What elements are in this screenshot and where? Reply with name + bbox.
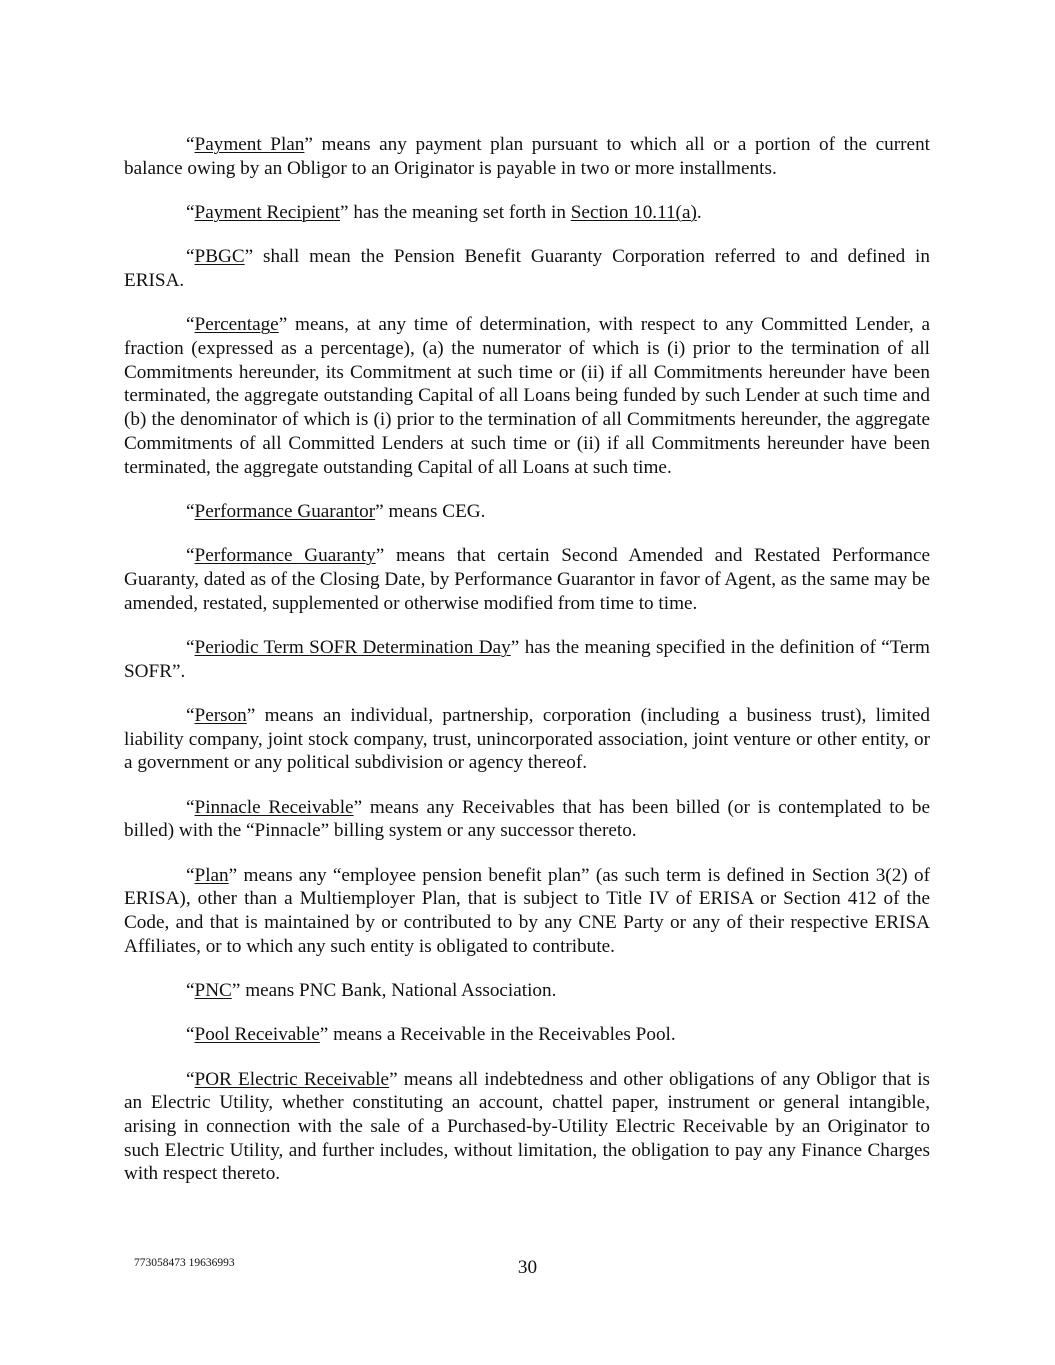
section-reference: Section 10.11(a) bbox=[570, 202, 697, 223]
definition-paragraph: “Pool Receivable” means a Receivable in the Receivables Pool. bbox=[186, 1024, 676, 1046]
defined-term: Performance Guarantor bbox=[194, 500, 376, 522]
defined-term: Pinnacle Receivable bbox=[194, 796, 354, 818]
definition-paragraph: “Person” means an individual, partnership, corporation (including a business trust), limited liability company, joint stock company, trust, unincorporated association, joint venture or other entity, or a government or any political subdivision or agency thereof. bbox=[124, 704, 930, 774]
defined-term: Payment Recipient bbox=[194, 202, 341, 223]
defined-term: Person bbox=[194, 704, 247, 726]
definition-paragraph: “Pinnacle Receivable” means any Receivables that has been billed (or is contemplated to be billed) with the “Pinnacle” billing system or any successor thereto. bbox=[124, 796, 930, 842]
defined-term: POR Electric Receivable bbox=[194, 1068, 390, 1090]
definition-paragraph: “PBGC” shall mean the Pension Benefit Guaranty Corporation referred to and defined in ERISA. bbox=[124, 246, 930, 291]
defined-term: Percentage bbox=[194, 314, 279, 336]
defined-term: Periodic Term SOFR Determination Day bbox=[194, 636, 511, 658]
page-number: 30 bbox=[517, 1257, 538, 1278]
defined-term: PNC bbox=[194, 979, 232, 1001]
definition-paragraph: “Periodic Term SOFR Determination Day” has the meaning specified in the definition of “Term SOFR”. bbox=[124, 636, 930, 682]
definition-paragraph: “POR Electric Receivable” means all indebtedness and other obligations of any Obligor that is an Electric Utility, whether constituting an account, chattel paper, instrument or general intangible, arising in connection with the sale of a Purchased-by-Utility Electric Receivable by an Originator to such Electric Utility, and further includes, without limitation, the obligation to pay any Finance Charges with respect thereto. bbox=[124, 1068, 930, 1185]
defined-term: Plan bbox=[194, 864, 229, 886]
definition-paragraph: “Percentage” means, at any time of determination, with respect to any Committed Lender, a fraction (expressed as a percentage), (a) the numerator of which is (i) prior to the termination of all Commitments hereunder, its Commitment at such time or (ii) if all Commitments hereunder have been terminated, the aggregate outstanding Capital of all Loans being funded by such Lender at such time and (b) the denominator of which is (i) prior to the termination of all Commitments hereunder, the aggregate Commitments of all Committed Lenders at such time or (ii) if all Commitments hereunder have been terminated, the aggregate outstanding Capital of all Loans at such time. bbox=[124, 314, 930, 478]
definition-paragraph: “Plan” means any “employee pension benefit plan” (as such term is defined in Section 3(2) of ERISA), other than a Multiemployer Plan, that is subject to Title IV of ERISA or Section 412 of the Code, and that is maintained by or contributed to by any CNE Party or any of their respective ERISA Affiliates, or to which any such entity is obligated to contribute. bbox=[124, 864, 930, 957]
document-body bbox=[124, 133, 930, 1207]
defined-term: Payment Plan bbox=[194, 134, 305, 155]
defined-term: PBGC bbox=[194, 246, 245, 268]
definition-paragraph: “Performance Guarantor” means CEG. bbox=[186, 500, 486, 522]
defined-term: Pool Receivable bbox=[194, 1024, 320, 1046]
definition-paragraph: “Payment Plan” means any payment plan pursuant to which all or a portion of the current balance owing by an Obligor to an Originator is payable in two or more installments. bbox=[124, 134, 930, 179]
definition-paragraph: “PNC” means PNC Bank, National Association. bbox=[186, 979, 557, 1001]
definition-paragraph: “Payment Recipient” has the meaning set forth in Section 10.11(a). bbox=[186, 202, 702, 223]
defined-term: Performance Guaranty bbox=[194, 545, 376, 567]
document-id: 773058473 19636993 bbox=[134, 1257, 235, 1269]
definition-paragraph: “Performance Guaranty” means that certain Second Amended and Restated Performance Guaranty, dated as of the Closing Date, by Performance Guarantor in favor of Agent, as the same may be amended, restated, supplemented or otherwise modified from time to time. bbox=[124, 545, 930, 614]
